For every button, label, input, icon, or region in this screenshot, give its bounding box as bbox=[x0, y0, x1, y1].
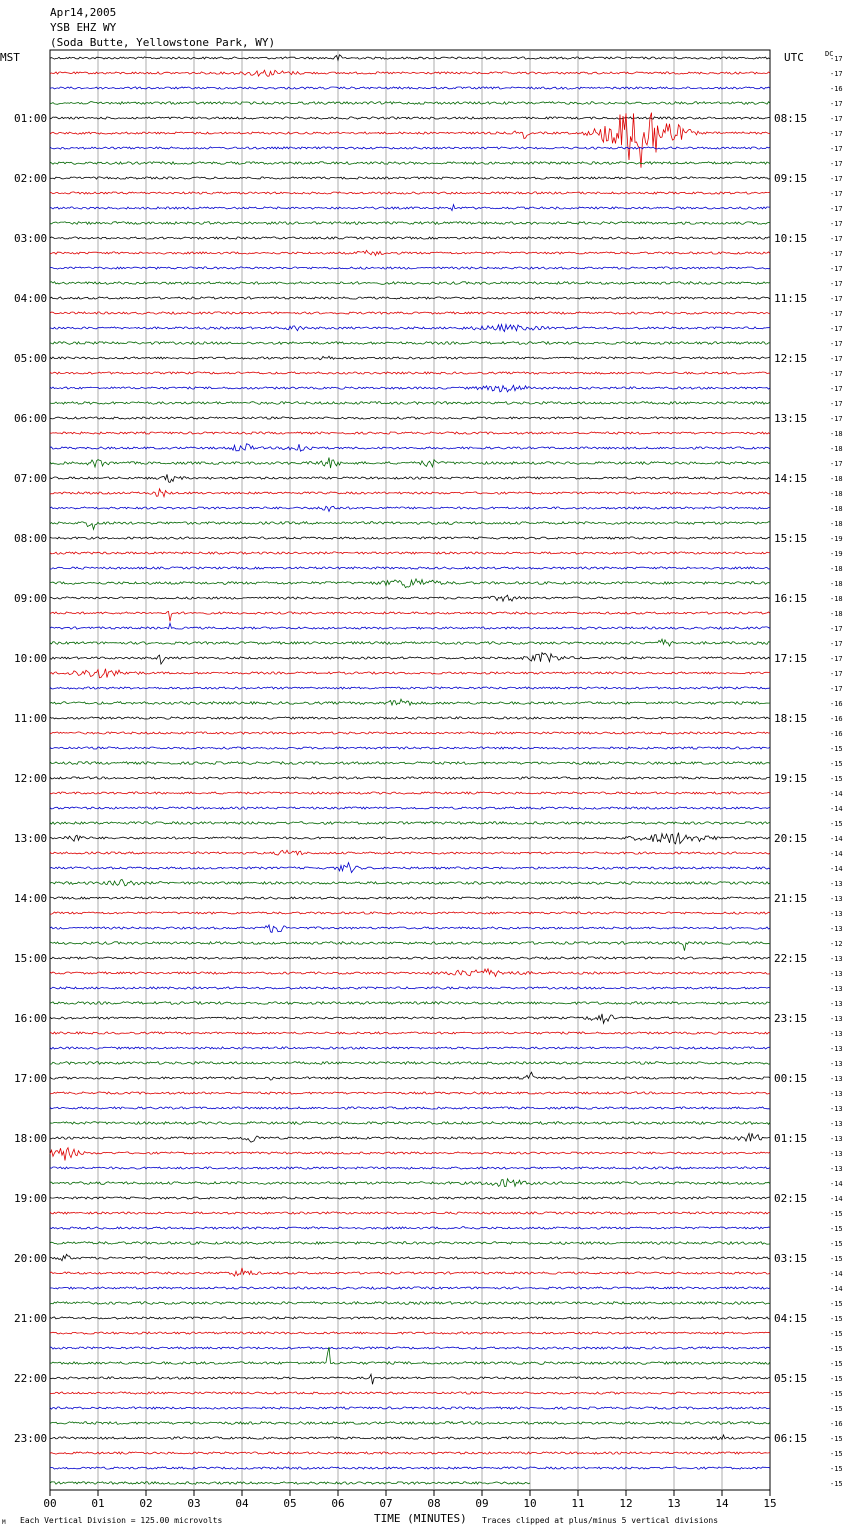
dc-offset-value: -17 bbox=[830, 625, 843, 633]
left-hour-label: 07:00 bbox=[14, 472, 48, 485]
right-hour-label: 05:15 bbox=[774, 1372, 808, 1385]
trace-green bbox=[50, 1242, 770, 1245]
trace-black bbox=[50, 1435, 770, 1440]
trace-black bbox=[50, 537, 770, 539]
trace-black bbox=[50, 1072, 770, 1080]
trace-blue bbox=[50, 925, 770, 932]
dc-offset-value: -17 bbox=[830, 265, 843, 273]
right-hour-label: 10:15 bbox=[774, 232, 808, 245]
trace-blue bbox=[50, 205, 770, 211]
left-hour-label: 06:00 bbox=[14, 412, 48, 425]
trace-red bbox=[50, 113, 770, 168]
dc-offset-value: -15 bbox=[830, 1465, 843, 1473]
dc-offset-value: -17 bbox=[830, 175, 843, 183]
right-hour-label: 21:15 bbox=[774, 892, 808, 905]
trace-black bbox=[50, 55, 770, 60]
x-tick-label: 05 bbox=[283, 1497, 297, 1510]
right-hour-label: 11:15 bbox=[774, 292, 808, 305]
left-hour-label: 05:00 bbox=[14, 352, 48, 365]
dc-offset-value: -17 bbox=[830, 355, 843, 363]
trace-black bbox=[50, 653, 770, 664]
left-hour-label: 16:00 bbox=[14, 1012, 48, 1025]
right-hour-label: 13:15 bbox=[774, 412, 808, 425]
trace-red bbox=[50, 1392, 770, 1394]
trace-green bbox=[50, 639, 770, 646]
x-tick-label: 12 bbox=[619, 1497, 633, 1510]
trace-black bbox=[50, 297, 770, 299]
trace-blue bbox=[50, 87, 770, 89]
dc-offset-value: -17 bbox=[830, 235, 843, 243]
dc-offset-value: -13 bbox=[830, 1120, 843, 1128]
trace-blue bbox=[50, 1347, 770, 1349]
left-hour-label: 04:00 bbox=[14, 292, 48, 305]
trace-green bbox=[50, 1302, 770, 1305]
left-hour-label: 20:00 bbox=[14, 1252, 48, 1265]
dc-offset-value: -16 bbox=[830, 700, 843, 708]
dc-offset-value: -17 bbox=[830, 250, 843, 258]
right-hour-label: 00:15 bbox=[774, 1072, 808, 1085]
trace-blue bbox=[50, 1167, 770, 1169]
left-hour-label: 09:00 bbox=[14, 592, 48, 605]
trace-red bbox=[50, 1032, 770, 1034]
trace-black bbox=[50, 356, 770, 360]
dc-offset-value: -15 bbox=[830, 820, 843, 828]
seismic-traces bbox=[50, 55, 770, 1485]
dc-offset-value: -15 bbox=[830, 1210, 843, 1218]
trace-green bbox=[50, 282, 770, 285]
dc-offset-value: -15 bbox=[830, 1375, 843, 1383]
trace-red bbox=[50, 489, 770, 497]
right-hour-label: 20:15 bbox=[774, 832, 808, 845]
dc-offset-value: -13 bbox=[830, 1090, 843, 1098]
dc-offset-value: -13 bbox=[830, 985, 843, 993]
dc-offset-value: -13 bbox=[830, 955, 843, 963]
trace-black bbox=[50, 177, 770, 179]
trace-black bbox=[50, 237, 770, 239]
dc-offset-value: -14 bbox=[830, 805, 843, 813]
x-tick-label: 07 bbox=[379, 1497, 393, 1510]
trace-blue bbox=[50, 747, 770, 749]
trace-black bbox=[50, 1133, 770, 1142]
right-hour-label: 14:15 bbox=[774, 472, 808, 485]
dc-offset-value: -15 bbox=[830, 1240, 843, 1248]
dc-offset-value: -17 bbox=[830, 115, 843, 123]
x-tick-label: 11 bbox=[571, 1497, 585, 1510]
right-hour-label: 19:15 bbox=[774, 772, 808, 785]
dc-offset-value: -18 bbox=[830, 565, 843, 573]
dc-offset-value: -13 bbox=[830, 1030, 843, 1038]
dc-offset-value: -12 bbox=[830, 940, 843, 948]
trace-black bbox=[50, 833, 770, 844]
right-hour-label: 12:15 bbox=[774, 352, 808, 365]
trace-green bbox=[50, 942, 770, 951]
dc-offset-value: -15 bbox=[830, 1330, 843, 1338]
right-hour-label: 09:15 bbox=[774, 172, 808, 185]
dc-offset-value: -13 bbox=[830, 880, 843, 888]
trace-blue bbox=[50, 1407, 770, 1409]
dc-offset-value: -13 bbox=[830, 1045, 843, 1053]
x-tick-label: 03 bbox=[187, 1497, 201, 1510]
x-tick-label: 14 bbox=[715, 1497, 729, 1510]
dc-offset-value: -17 bbox=[830, 460, 843, 468]
trace-green bbox=[50, 1122, 770, 1125]
dc-offset-value: -16 bbox=[830, 715, 843, 723]
dc-offset-value: -17 bbox=[830, 670, 843, 678]
dc-offset-value: -17 bbox=[830, 640, 843, 648]
trace-red bbox=[50, 70, 770, 76]
trace-black bbox=[50, 1374, 770, 1384]
dc-offset-value: -18 bbox=[830, 595, 843, 603]
trace-green bbox=[50, 522, 770, 530]
dc-offset-value: -14 bbox=[830, 1195, 843, 1203]
plot-frame bbox=[50, 50, 770, 1490]
trace-green bbox=[50, 822, 770, 825]
right-hour-label: 02:15 bbox=[774, 1192, 808, 1205]
dc-offset-value: -17 bbox=[830, 145, 843, 153]
trace-green bbox=[50, 1062, 770, 1065]
trace-red bbox=[50, 1332, 770, 1334]
left-hour-label: 02:00 bbox=[14, 172, 48, 185]
right-hour-label: 17:15 bbox=[774, 652, 808, 665]
dc-offset-value: -15 bbox=[830, 1480, 843, 1488]
right-hour-label: 22:15 bbox=[774, 952, 808, 965]
x-tick-label: 15 bbox=[763, 1497, 777, 1510]
x-tick-label: 13 bbox=[667, 1497, 681, 1510]
trace-green bbox=[50, 1179, 770, 1187]
dc-offset-value: -15 bbox=[830, 1315, 843, 1323]
dc-offset-value: -15 bbox=[830, 745, 843, 753]
dc-offset-value: -17 bbox=[830, 400, 843, 408]
trace-blue bbox=[50, 1047, 770, 1049]
dc-offset-value: -18 bbox=[830, 505, 843, 513]
scale-note: Each Vertical Division = 125.00 microvolts bbox=[20, 1516, 223, 1525]
left-hour-label: 08:00 bbox=[14, 532, 48, 545]
trace-red bbox=[50, 850, 770, 855]
dc-offset-value: -13 bbox=[830, 1060, 843, 1068]
trace-red bbox=[50, 250, 770, 255]
corner-mark: M bbox=[2, 1519, 6, 1526]
dc-offset-value: -15 bbox=[830, 1300, 843, 1308]
dc-offset-value: -13 bbox=[830, 925, 843, 933]
dc-offset-value: -19 bbox=[830, 550, 843, 558]
left-hour-label: 18:00 bbox=[14, 1132, 48, 1145]
dc-offset-value: -15 bbox=[830, 1435, 843, 1443]
trace-blue bbox=[50, 444, 770, 451]
right-hour-label: 04:15 bbox=[774, 1312, 808, 1325]
dc-offset-value: -17 bbox=[830, 160, 843, 168]
dc-offset-value: -18 bbox=[830, 445, 843, 453]
dc-offset-value: -15 bbox=[830, 1345, 843, 1353]
trace-black bbox=[50, 717, 770, 719]
trace-green bbox=[50, 1347, 770, 1364]
trace-black bbox=[50, 417, 770, 419]
dc-offset-value: -14 bbox=[830, 865, 843, 873]
left-hour-label: 10:00 bbox=[14, 652, 48, 665]
left-hour-label: 23:00 bbox=[14, 1432, 48, 1445]
left-hour-label: 12:00 bbox=[14, 772, 48, 785]
trace-red bbox=[50, 432, 770, 434]
right-hour-label: 03:15 bbox=[774, 1252, 808, 1265]
trace-black bbox=[50, 1197, 770, 1199]
trace-red bbox=[50, 312, 770, 314]
dc-offset-value: -13 bbox=[830, 1000, 843, 1008]
x-tick-label: 01 bbox=[91, 1497, 105, 1510]
trace-red bbox=[50, 792, 770, 794]
dc-offset-value: -17 bbox=[830, 55, 843, 63]
trace-black bbox=[50, 1014, 770, 1024]
dc-offset-value: -14 bbox=[830, 1270, 843, 1278]
dc-offset-value: -17 bbox=[830, 190, 843, 198]
dc-offset-value: -16 bbox=[830, 730, 843, 738]
dc-offset-value: -18 bbox=[830, 430, 843, 438]
dc-offset-value: -17 bbox=[830, 685, 843, 693]
dc-offset-value: -14 bbox=[830, 835, 843, 843]
dc-offset-value: -13 bbox=[830, 1150, 843, 1158]
clip-note: Traces clipped at plus/minus 5 vertical divisions bbox=[482, 1516, 719, 1525]
left-hour-label: 13:00 bbox=[14, 832, 48, 845]
dc-offset-value: -17 bbox=[830, 340, 843, 348]
dc-offset-value: -18 bbox=[830, 580, 843, 588]
trace-green bbox=[50, 342, 770, 345]
left-hour-label: 17:00 bbox=[14, 1072, 48, 1085]
trace-red bbox=[50, 372, 770, 374]
trace-red bbox=[50, 912, 770, 914]
dc-offset-value: -13 bbox=[830, 1075, 843, 1083]
left-hour-label: 21:00 bbox=[14, 1312, 48, 1325]
left-hour-label: 03:00 bbox=[14, 232, 48, 245]
trace-green bbox=[50, 579, 770, 588]
trace-black bbox=[50, 474, 770, 482]
trace-red bbox=[50, 732, 770, 734]
trace-black bbox=[50, 897, 770, 899]
plot-date: Apr14,2005 bbox=[50, 6, 117, 19]
dc-offset-value: -17 bbox=[830, 325, 843, 333]
dc-offset-value: -14 bbox=[830, 850, 843, 858]
trace-red bbox=[50, 1452, 770, 1454]
left-hour-label: 11:00 bbox=[14, 712, 48, 725]
dc-offset-value: -17 bbox=[830, 310, 843, 318]
x-tick-label: 10 bbox=[523, 1497, 537, 1510]
trace-red bbox=[50, 1212, 770, 1214]
plot-grid bbox=[50, 50, 770, 1490]
trace-green bbox=[50, 402, 770, 405]
trace-green bbox=[50, 162, 770, 165]
trace-blue bbox=[50, 506, 770, 511]
right-hour-label: 06:15 bbox=[774, 1432, 808, 1445]
x-tick-label: 00 bbox=[43, 1497, 57, 1510]
dc-offset-value: -17 bbox=[830, 385, 843, 393]
left-hour-label: 01:00 bbox=[14, 112, 48, 125]
dc-offset-value: -17 bbox=[830, 370, 843, 378]
dc-offset-header: DC bbox=[825, 50, 834, 58]
trace-green bbox=[50, 879, 770, 885]
trace-blue bbox=[50, 1287, 770, 1289]
trace-black bbox=[50, 1254, 770, 1260]
x-axis-label: TIME (MINUTES) bbox=[374, 1512, 467, 1525]
dc-offset-value: -13 bbox=[830, 1135, 843, 1143]
dc-offset-value: -17 bbox=[830, 655, 843, 663]
trace-green bbox=[50, 222, 770, 225]
trace-green bbox=[50, 458, 770, 469]
station-location: (Soda Butte, Yellowstone Park, WY) bbox=[50, 36, 276, 49]
trace-green bbox=[50, 699, 770, 705]
trace-blue bbox=[50, 1107, 770, 1109]
x-tick-label: 06 bbox=[331, 1497, 345, 1510]
trace-blue bbox=[50, 267, 770, 269]
dc-offset-value: -15 bbox=[830, 760, 843, 768]
dc-offset-value: -13 bbox=[830, 1015, 843, 1023]
trace-red bbox=[50, 969, 770, 977]
dc-offset-value: -17 bbox=[830, 205, 843, 213]
trace-blue bbox=[50, 385, 770, 392]
dc-offset-value: -14 bbox=[830, 790, 843, 798]
dc-offset-value: -15 bbox=[830, 1405, 843, 1413]
right-hour-label: 15:15 bbox=[774, 532, 808, 545]
plot-labels bbox=[14, 55, 843, 1510]
trace-red bbox=[50, 192, 770, 194]
x-tick-label: 04 bbox=[235, 1497, 249, 1510]
trace-black bbox=[50, 595, 770, 601]
trace-green bbox=[50, 762, 770, 765]
dc-offset-value: -15 bbox=[830, 1225, 843, 1233]
dc-offset-value: -17 bbox=[830, 280, 843, 288]
dc-offset-value: -18 bbox=[830, 520, 843, 528]
trace-blue bbox=[50, 863, 770, 873]
dc-offset-value: -19 bbox=[830, 535, 843, 543]
dc-offset-value: -15 bbox=[830, 1390, 843, 1398]
dc-offset-value: -15 bbox=[830, 1450, 843, 1458]
trace-black bbox=[50, 117, 770, 119]
dc-offset-value: -13 bbox=[830, 895, 843, 903]
trace-blue bbox=[50, 567, 770, 569]
dc-offset-value: -18 bbox=[830, 610, 843, 618]
right-hour-label: 18:15 bbox=[774, 712, 808, 725]
right-hour-label: 23:15 bbox=[774, 1012, 808, 1025]
trace-red bbox=[50, 611, 770, 621]
right-hour-label: 08:15 bbox=[774, 112, 808, 125]
dc-offset-value: -14 bbox=[830, 1285, 843, 1293]
dc-offset-value: -16 bbox=[830, 1420, 843, 1428]
dc-offset-value: -17 bbox=[830, 220, 843, 228]
trace-black bbox=[50, 957, 770, 959]
left-hour-label: 14:00 bbox=[14, 892, 48, 905]
trace-blue bbox=[50, 325, 770, 332]
left-hour-label: 22:00 bbox=[14, 1372, 48, 1385]
dc-offset-value: -13 bbox=[830, 1165, 843, 1173]
dc-offset-value: -17 bbox=[830, 415, 843, 423]
trace-blue bbox=[50, 687, 770, 689]
trace-red bbox=[50, 552, 770, 554]
dc-offset-value: -15 bbox=[830, 1255, 843, 1263]
dc-offset-value: -18 bbox=[830, 475, 843, 483]
trace-blue bbox=[50, 1467, 770, 1469]
x-tick-label: 08 bbox=[427, 1497, 441, 1510]
trace-green bbox=[50, 102, 770, 105]
left-hour-label: 15:00 bbox=[14, 952, 48, 965]
left-hour-label: 19:00 bbox=[14, 1192, 48, 1205]
trace-green bbox=[50, 1422, 770, 1425]
trace-blue bbox=[50, 1227, 770, 1229]
trace-blue bbox=[50, 147, 770, 149]
dc-offset-value: -15 bbox=[830, 1360, 843, 1368]
dc-offset-value: -13 bbox=[830, 1105, 843, 1113]
dc-offset-value: -13 bbox=[830, 910, 843, 918]
dc-offset-value: -18 bbox=[830, 490, 843, 498]
dc-offset-value: -16 bbox=[830, 85, 843, 93]
trace-red bbox=[50, 1148, 770, 1161]
station-code: YSB EHZ WY bbox=[50, 21, 117, 34]
trace-black bbox=[50, 777, 770, 779]
right-timezone-label: UTC bbox=[784, 51, 804, 64]
dc-offset-value: -15 bbox=[830, 775, 843, 783]
trace-red bbox=[50, 1268, 770, 1276]
dc-offset-value: -17 bbox=[830, 130, 843, 138]
dc-offset-value: -13 bbox=[830, 970, 843, 978]
dc-offset-value: -17 bbox=[830, 295, 843, 303]
trace-red bbox=[50, 1092, 770, 1094]
trace-blue bbox=[50, 987, 770, 989]
left-timezone-label: MST bbox=[0, 51, 20, 64]
right-hour-label: 01:15 bbox=[774, 1132, 808, 1145]
right-hour-label: 16:15 bbox=[774, 592, 808, 605]
dc-offset-value: -17 bbox=[830, 100, 843, 108]
trace-blue bbox=[50, 807, 770, 809]
trace-blue bbox=[50, 623, 770, 629]
x-tick-label: 09 bbox=[475, 1497, 489, 1510]
trace-red bbox=[50, 669, 770, 678]
trace-black bbox=[50, 1317, 770, 1319]
trace-green bbox=[50, 1002, 770, 1005]
dc-offset-value: -14 bbox=[830, 1180, 843, 1188]
dc-offset-value: -17 bbox=[830, 70, 843, 78]
x-tick-label: 02 bbox=[139, 1497, 153, 1510]
